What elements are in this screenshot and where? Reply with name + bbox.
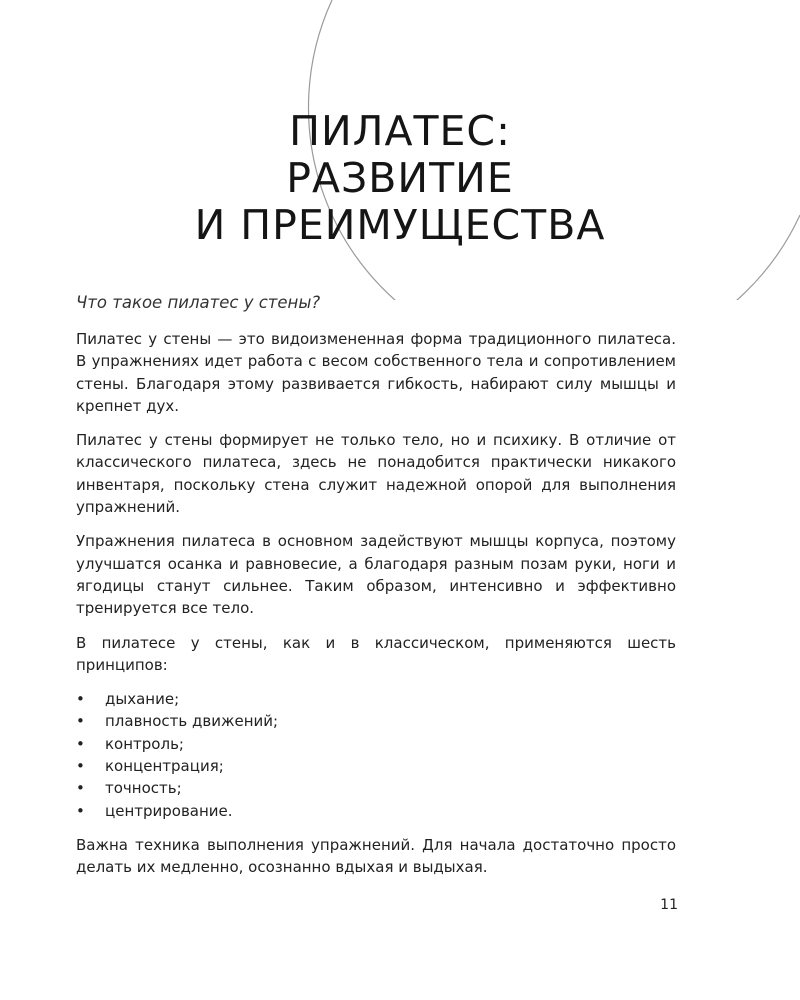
title-line-2: РАЗВИТИЕ	[286, 154, 514, 202]
title-line-1: ПИЛАТЕС:	[289, 107, 511, 155]
page-number: 11	[660, 897, 678, 913]
list-item: • точность;	[76, 777, 676, 799]
paragraph-1: Пилатес у стены — это видоизмененная форма традиционного пилатеса. В упражнениях идет работа с весом собственного тела и сопротивлением стены. Благодаря этому развивается гибкость, набирают силу мышцы и крепнет дух.	[76, 330, 676, 415]
title-line-3: И ПРЕИМУЩЕСТВА	[194, 201, 606, 249]
list-item: • плавность движений;	[76, 710, 676, 732]
page-title	[0, 108, 800, 249]
paragraph-2: Пилатес у стены формирует не только тело, но и психику. В отличие от классического пилатеса, здесь не понадобится практически никакого инвентаря, поскольку стена служит надежной опорой для выполнения упражнений.	[76, 431, 676, 517]
list-item: • контроль;	[76, 733, 676, 755]
list-item: • концентрация;	[76, 755, 676, 777]
list-item: • дыхание;	[76, 688, 676, 710]
closing-paragraph: Важна техника выполнения упражнений. Для начала достаточно просто делать их медленно, осознанно вдыхая и выдыхая.	[76, 835, 676, 877]
list-item: • центрирование.	[76, 800, 676, 822]
principles-list	[76, 688, 676, 822]
section-subtitle: Что такое пилатес у стены?	[76, 293, 321, 312]
paragraph-4: В пилатесе у стены, как и в классическом, применяются шесть принципов:	[76, 633, 676, 674]
article-body	[76, 290, 676, 891]
paragraph-3: Упражнения пилатеса в основном задействуют мышцы корпуса, поэтому улучшатся осанка и равновесие, а благодаря разным позам руки, ноги и ягодицы станут сильнее. Таким образом, интенсивно и эффективно тренируется все тело.	[76, 532, 676, 618]
